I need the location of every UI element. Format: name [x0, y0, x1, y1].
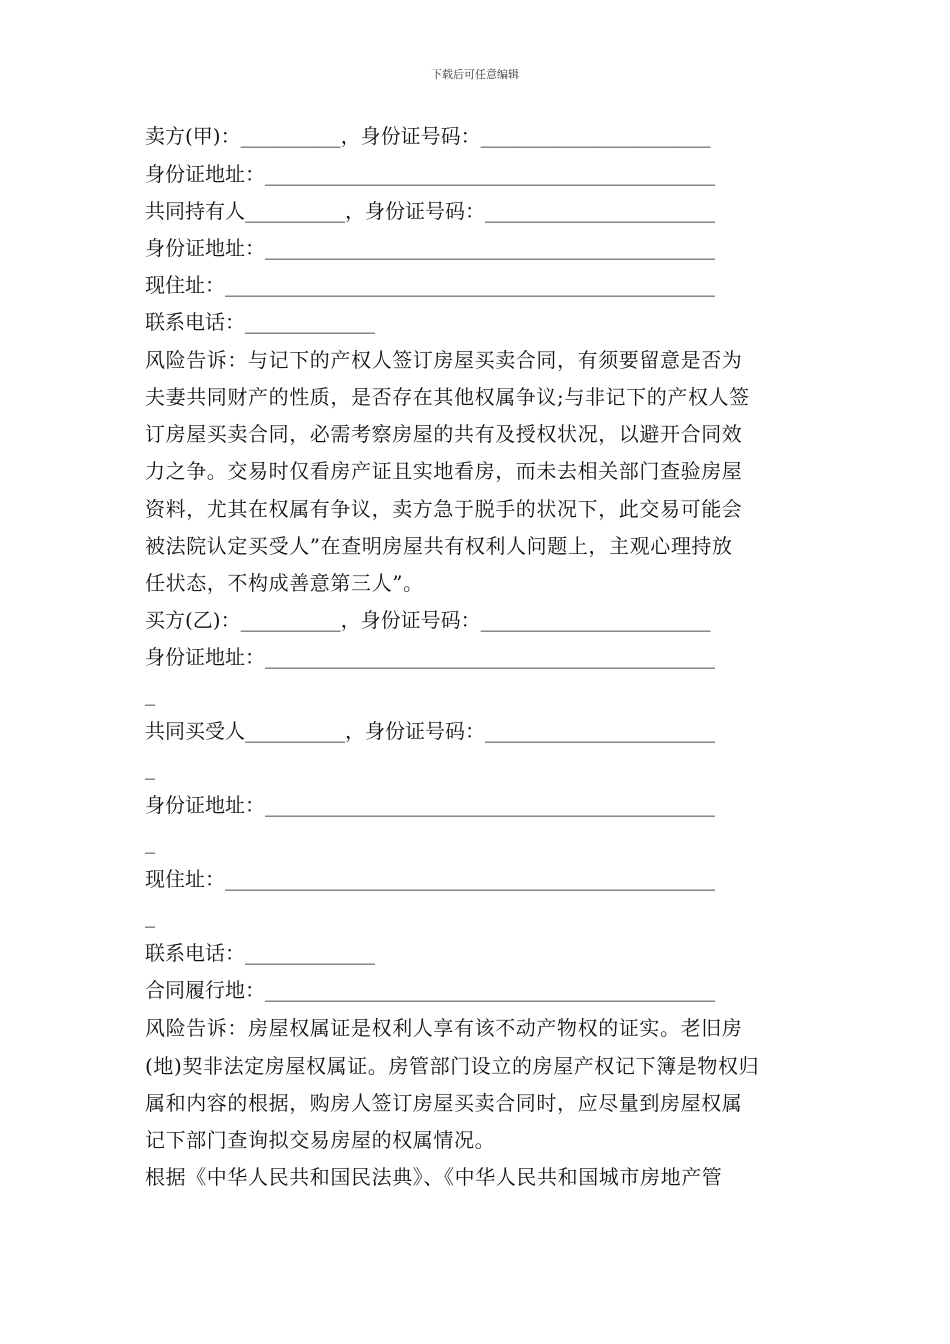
continuation-underscore: _ [145, 830, 155, 854]
risk-notice-2-line: 属和内容的根据，购房人签订房屋买卖合同时，应尽量到房屋权属 [145, 1091, 743, 1115]
buyer-name-line: 买方(乙)：__________，身份证号码：_______________________ [145, 608, 711, 632]
seller-phone-line: 联系电话：_____________ [145, 310, 375, 334]
seller-co-owner-line: 共同持有人__________，身份证号码：_______________________ [145, 199, 715, 223]
buyer-phone-line: 联系电话：_____________ [145, 941, 375, 965]
risk-notice-1-line: 任状态，不构成善意第三人”。 [145, 571, 424, 595]
risk-notice-2-line: 风险告诉：房屋权属证是权利人享有该不动产物权的证实。老旧房 [145, 1016, 743, 1040]
risk-notice-2-line: (地)契非法定房屋权属证。房管部门设立的房屋产权记下簿是物权归 [145, 1054, 760, 1078]
continuation-underscore: _ [145, 756, 155, 780]
risk-notice-1-line: 资料，尤其在权属有争议，卖方急于脱手的状况下，此交易可能会 [145, 497, 743, 521]
buyer-id-address-line: 身份证地址：_____________________________________________ [145, 645, 715, 669]
risk-notice-1-line: 被法院认定买受人”在查明房屋共有权利人问题上，主观心理持放 [145, 534, 733, 558]
buyer-current-address-line: 现住址：_________________________________________________ [145, 867, 715, 891]
legal-basis-line: 根据《中华人民共和国民法典》、《中华人民共和国城市房地产管 [145, 1165, 723, 1189]
risk-notice-1-line: 风险告诉：与记下的产权人签订房屋买卖合同，有须要留意是否为 [145, 348, 743, 372]
continuation-underscore: _ [145, 682, 155, 706]
risk-notice-1-line: 力之争。交易时仅看房产证且实地看房，而未去相关部门查验房屋 [145, 459, 743, 483]
seller-co-owner-address-line: 身份证地址：_____________________________________________ [145, 236, 715, 260]
continuation-underscore: _ [145, 904, 155, 928]
risk-notice-1-line: 订房屋买卖合同，必需考察房屋的共有及授权状况，以避开合同效 [145, 422, 743, 446]
risk-notice-1-line: 夫妻共同财产的性质，是否存在其他权属争议;与非记下的产权人签 [145, 385, 750, 409]
page-header: 下载后可任意编辑 [431, 68, 519, 81]
seller-id-address-line: 身份证地址：_____________________________________________ [145, 162, 715, 186]
seller-current-address-line: 现住址：_________________________________________________ [145, 273, 715, 297]
seller-name-line: 卖方(甲)：__________，身份证号码：_______________________ [145, 124, 711, 148]
co-buyer-id-address-line: 身份证地址：_____________________________________________ [145, 793, 715, 817]
risk-notice-2-line: 记下部门查询拟交易房屋的权属情况。 [145, 1128, 496, 1152]
contract-location-line: 合同履行地：_____________________________________________ [145, 978, 715, 1002]
co-buyer-line: 共同买受人__________，身份证号码：_______________________ [145, 719, 715, 743]
